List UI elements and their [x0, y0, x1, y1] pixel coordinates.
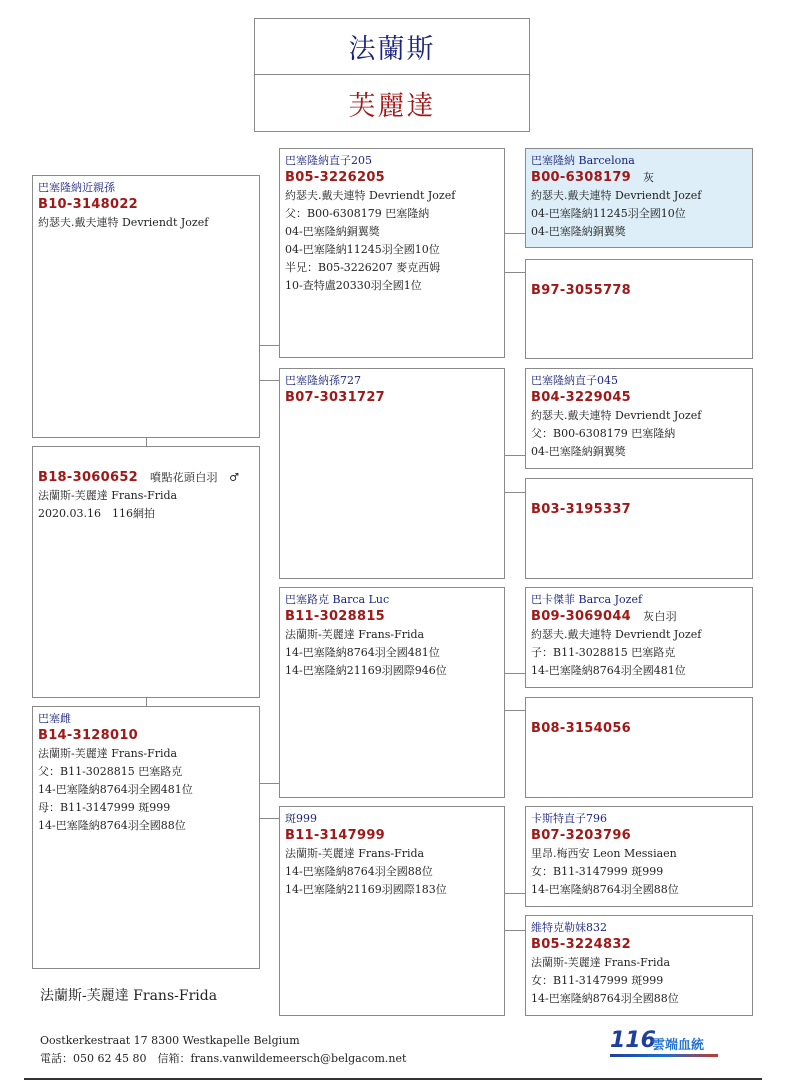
footer-contact: 電話：050 62 45 80 信箱：frans.vanwildemeersch@belgacom.net	[40, 1052, 407, 1065]
subject-ring-row	[38, 469, 259, 487]
sire-dam-name: 巴塞隆納孫727	[285, 374, 361, 387]
dam-card	[32, 706, 260, 969]
sire-sire-line: 父：B00-6308179 巴塞隆納	[285, 207, 430, 220]
dam-dam-line: 法蘭斯-芙麗達 Frans-Frida	[285, 847, 425, 860]
sire-sire-line: 04-巴塞隆納11245羽全國10位	[285, 243, 440, 256]
sss-color: 灰	[643, 171, 655, 184]
dds-line: 14-巴塞隆納8764羽全國88位	[531, 883, 679, 896]
dss-line: 子：B11-3028815 巴塞路克	[531, 646, 676, 659]
dam-line: 14-巴塞隆納8764羽全國88位	[38, 819, 186, 832]
ddd-card	[525, 915, 753, 1016]
connector	[259, 818, 279, 819]
dam-sire-name: 巴塞路克 Barca Luc	[285, 593, 390, 606]
dsd-card	[525, 697, 753, 798]
sds-line: 04-巴塞隆納銅翼獎	[531, 445, 626, 458]
sds-card	[525, 368, 753, 469]
dam-dam-card	[279, 806, 505, 1016]
ddd-line: 法蘭斯-芙麗達 Frans-Frida	[531, 956, 671, 969]
dam-sire-card	[279, 587, 505, 798]
dam-dam-name: 斑999	[285, 812, 317, 825]
ssd-ring: B97-3055778	[531, 283, 632, 298]
sss-line: 04-巴塞隆納銅翼獎	[531, 225, 626, 238]
sire-card	[32, 175, 260, 438]
connector	[259, 345, 279, 346]
subject-line: 2020.03.16 116網拍	[38, 507, 155, 520]
ddd-line: 14-巴塞隆納8764羽全國88位	[531, 992, 679, 1005]
sds-line: 約瑟夫.戴夫連特 Devriendt Jozef	[531, 409, 702, 422]
sire-dam-ring: B07-3031727	[285, 390, 386, 405]
connector	[504, 893, 525, 894]
dam-dam-ring: B11-3147999	[285, 828, 386, 843]
sire-sire-line: 約瑟夫.戴夫連特 Devriendt Jozef	[285, 189, 456, 202]
sss-line: 約瑟夫.戴夫連特 Devriendt Jozef	[531, 189, 702, 202]
sire-sire-ring: B05-3226205	[285, 170, 386, 185]
footer-address: Oostkerkestraat 17 8300 Westkapelle Belgium	[40, 1034, 300, 1047]
sdd-card	[525, 478, 753, 579]
sdd-ring: B03-3195337	[531, 502, 632, 517]
connector	[504, 673, 525, 674]
connector	[504, 930, 525, 931]
connector	[504, 233, 525, 234]
sire-dam-card	[279, 368, 505, 579]
dam-sire-line: 14-巴塞隆納8764羽全國481位	[285, 646, 440, 659]
sss-line: 04-巴塞隆納11245羽全國10位	[531, 207, 686, 220]
dds-card	[525, 806, 753, 907]
bottom-rule	[24, 1078, 762, 1080]
subject-description: 噴點花頭白羽 ♂	[150, 471, 240, 484]
dam-line: 父：B11-3028815 巴塞路克	[38, 765, 183, 778]
brand-logo	[610, 1030, 722, 1056]
footer-contact-block	[40, 1032, 406, 1068]
connector	[504, 455, 525, 456]
sire-sire-line: 10-查特盧20330羽全國1位	[285, 279, 422, 292]
connector	[259, 783, 279, 784]
connector	[504, 272, 525, 273]
dam-sire-line: 法蘭斯-芙麗達 Frans-Frida	[285, 628, 425, 641]
dds-name: 卡斯特直子796	[531, 812, 607, 825]
logo-text: 雲端血統	[652, 1038, 705, 1053]
sds-line: 父：B00-6308179 巴塞隆納	[531, 427, 676, 440]
dss-ring: B09-3069044	[531, 609, 632, 624]
sss-ring: B00-6308179	[531, 170, 632, 185]
sire-line: 約瑟夫.戴夫連特 Devriendt Jozef	[38, 216, 209, 229]
connector	[259, 380, 279, 381]
sire-name: 巴塞隆納近親孫	[38, 181, 115, 194]
sire-sire-card	[279, 148, 505, 358]
sire-ring: B10-3148022	[38, 197, 139, 212]
dss-line: 14-巴塞隆納8764羽全國481位	[531, 664, 686, 677]
ddd-line: 女：B11-3147999 斑999	[531, 974, 664, 987]
sds-ring: B04-3229045	[531, 390, 632, 405]
connector	[504, 710, 525, 711]
subject-card	[32, 446, 260, 698]
sire-sire-line: 半兄：B05-3226207 麥克西姆	[285, 261, 441, 274]
dds-line: 女：B11-3147999 斑999	[531, 865, 664, 878]
ddd-ring: B05-3224832	[531, 937, 632, 952]
title-owner-second: 芙麗達	[254, 74, 530, 132]
dam-name: 巴塞雌	[38, 712, 71, 725]
dam-line: 母：B11-3147999 斑999	[38, 801, 171, 814]
dsd-ring: B08-3154056	[531, 721, 632, 736]
sire-sire-name: 巴塞隆納直子205	[285, 154, 372, 167]
sss-card	[525, 148, 753, 248]
sire-sire-line: 04-巴塞隆納銅翼獎	[285, 225, 380, 238]
connector	[504, 492, 525, 493]
dam-dam-line: 14-巴塞隆納8764羽全國88位	[285, 865, 433, 878]
sds-name: 巴塞隆納直子045	[531, 374, 618, 387]
dam-line: 14-巴塞隆納8764羽全國481位	[38, 783, 193, 796]
title-owner-first: 法蘭斯	[254, 18, 530, 75]
dss-name: 巴卡傑菲 Barca Jozef	[531, 593, 643, 606]
dam-sire-ring: B11-3028815	[285, 609, 386, 624]
logo-number: 116	[610, 1028, 656, 1053]
subject-line: 法蘭斯-芙麗達 Frans-Frida	[38, 489, 178, 502]
dam-sire-line: 14-巴塞隆納21169羽國際946位	[285, 664, 447, 677]
dds-line: 里昂.梅西安 Leon Messiaen	[531, 847, 677, 860]
dam-dam-line: 14-巴塞隆納21169羽國際183位	[285, 883, 447, 896]
sss-name: 巴塞隆納 Barcelona	[531, 154, 635, 167]
ddd-name: 維特克勒妹832	[531, 921, 607, 934]
dss-line: 約瑟夫.戴夫連特 Devriendt Jozef	[531, 628, 702, 641]
dds-ring: B07-3203796	[531, 828, 632, 843]
footer-owner: 法蘭斯-芙麗達 Frans-Frida	[40, 988, 218, 1004]
dss-card	[525, 587, 753, 688]
dam-ring: B14-3128010	[38, 728, 139, 743]
ssd-card	[525, 259, 753, 359]
subject-ring: B18-3060652	[38, 470, 139, 485]
dss-color: 灰白羽	[643, 610, 677, 623]
dam-line: 法蘭斯-芙麗達 Frans-Frida	[38, 747, 178, 760]
logo-underline	[610, 1054, 718, 1057]
